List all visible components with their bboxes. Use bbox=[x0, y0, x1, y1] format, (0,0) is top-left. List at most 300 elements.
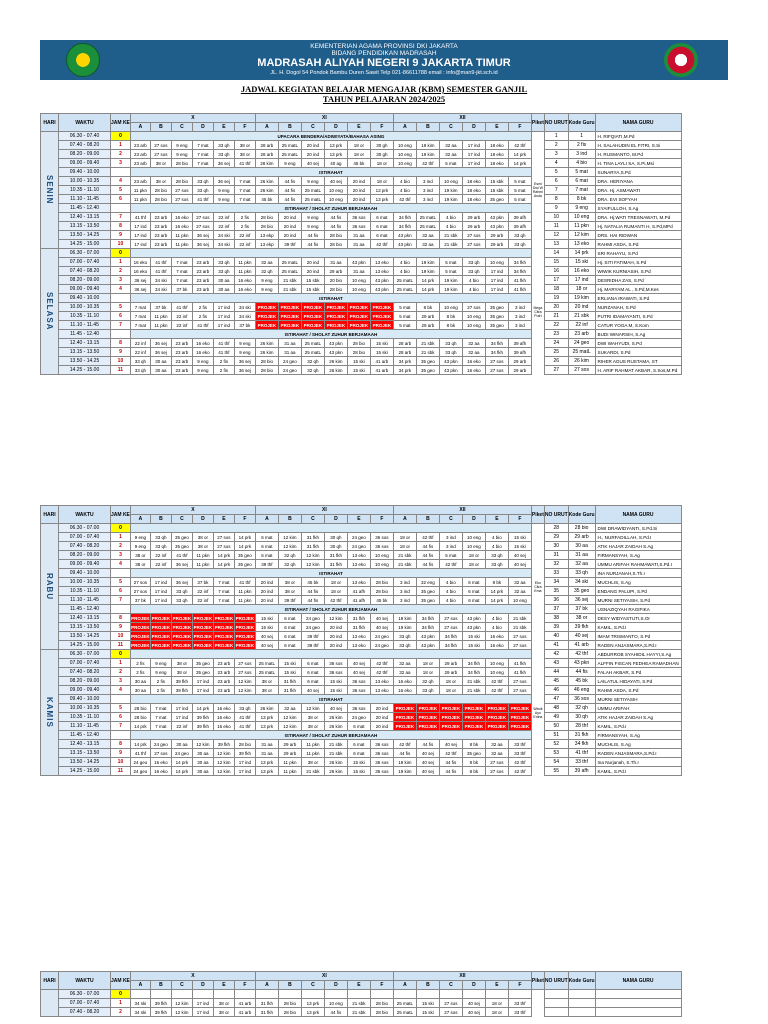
lesson-cell: 40 sej bbox=[324, 177, 347, 186]
lesson-cell: 20 ind bbox=[301, 267, 324, 276]
projek-cell: PROJEK bbox=[462, 704, 485, 713]
teacher-no: 54 bbox=[544, 758, 568, 767]
lesson-cell: 41 thf bbox=[234, 722, 255, 731]
lesson-cell: 31 aa bbox=[278, 348, 301, 357]
lesson-cell: 18 eko bbox=[462, 177, 485, 186]
lesson-cell: 42 thf bbox=[439, 560, 462, 569]
lesson-cell: 11 pkn bbox=[234, 587, 255, 596]
lesson-cell: 18 or bbox=[416, 659, 439, 668]
lesson-cell: 10 eng bbox=[370, 551, 393, 560]
time-slot: 09.40 - 10.00 bbox=[59, 294, 111, 303]
lesson-cell: 13 ekp bbox=[255, 240, 278, 249]
schedule-row bbox=[41, 560, 682, 569]
lesson-cell: 13 eko bbox=[347, 578, 370, 587]
lesson-cell: 7 mat bbox=[192, 159, 213, 168]
lesson-cell: 10 eng bbox=[324, 186, 347, 195]
teacher-code: 29 arb bbox=[568, 533, 595, 542]
jam-ke: 9 bbox=[111, 348, 131, 357]
lesson-cell: 3 ind bbox=[393, 578, 416, 587]
time-slot: 11.10 - 11.45 bbox=[59, 321, 111, 330]
lesson-cell: 3 ind bbox=[508, 312, 531, 321]
lesson-cell: 22 inf bbox=[171, 312, 192, 321]
lesson-cell: 7 mat bbox=[130, 312, 150, 321]
lesson-cell: 7 mat bbox=[171, 258, 192, 267]
jam-ke: 3 bbox=[111, 276, 131, 285]
lesson-cell: 5 mat bbox=[393, 312, 416, 321]
header-class: A bbox=[393, 123, 416, 132]
teacher-code: 42 thf bbox=[568, 650, 595, 659]
lesson-cell: 29 arb bbox=[278, 740, 301, 749]
lesson-cell: 9 eng bbox=[171, 150, 192, 159]
lesson-cell: 41 thf bbox=[234, 713, 255, 722]
lesson-cell: 36 sos bbox=[370, 740, 393, 749]
lesson-cell: 5 mat bbox=[439, 551, 462, 560]
lesson-cell: 32 aa bbox=[462, 339, 485, 348]
lesson-cell: 34 ski bbox=[234, 312, 255, 321]
lesson-cell: 34 fkh bbox=[416, 614, 439, 623]
jam-ke: 2 bbox=[111, 668, 131, 677]
lesson-cell: 6 mat bbox=[255, 551, 278, 560]
lesson-cell: 22 inf bbox=[150, 551, 171, 560]
header-grade: XII bbox=[393, 114, 531, 123]
lesson-cell: 24 geo bbox=[171, 749, 192, 758]
lesson-cell: 20 ind bbox=[278, 231, 301, 240]
teacher-name: DRA. Hj. ASMAWATI bbox=[595, 186, 681, 195]
lesson-cell: 28 kim bbox=[255, 159, 278, 168]
header-jam: JAM KE bbox=[111, 972, 131, 990]
lesson-cell: 36 sos bbox=[347, 704, 370, 713]
header-class: E bbox=[347, 515, 370, 524]
header-class: E bbox=[347, 981, 370, 990]
teacher-no: 51 bbox=[544, 731, 568, 740]
lesson-cell: 35 geo bbox=[416, 596, 439, 605]
lesson-cell: 6 mat bbox=[370, 213, 393, 222]
lesson-cell: 2 fis bbox=[213, 357, 234, 366]
header-school-name: MADRASAH ALIYAH NEGERI 9 JAKARTA TIMUR bbox=[257, 57, 511, 69]
lesson-cell: 16 eko bbox=[150, 767, 171, 776]
teacher-no: 48 bbox=[544, 704, 568, 713]
jam-ke: 1 bbox=[111, 533, 131, 542]
lesson-cell: 15 ski bbox=[347, 767, 370, 776]
teacher-code: 45 bk bbox=[568, 677, 595, 686]
merged-activity: ISTIRAHAT bbox=[130, 294, 531, 303]
lesson-cell: 40 sej bbox=[416, 749, 439, 758]
teacher-code: 30 qh bbox=[568, 713, 595, 722]
lesson-cell: 9 eng bbox=[213, 186, 234, 195]
projek-cell: PROJEK bbox=[172, 615, 192, 621]
time-slot: 06.30 - 07.00 bbox=[59, 650, 111, 659]
lesson-cell: 6 mat bbox=[370, 222, 393, 231]
jam-ke bbox=[111, 168, 131, 177]
lesson-cell: 38 or bbox=[192, 542, 213, 551]
lesson-cell: 32 aa bbox=[508, 587, 531, 596]
header-class: F bbox=[234, 981, 255, 990]
teacher-name: SUKARDI, S.Pd bbox=[595, 348, 681, 357]
teacher-no: 46 bbox=[544, 686, 568, 695]
projek-cell: PROJEK bbox=[439, 704, 462, 713]
lesson-cell: 6 mat bbox=[278, 614, 301, 623]
lesson-cell: 8 bk bbox=[462, 740, 485, 749]
lesson-cell: 40 sej bbox=[301, 159, 324, 168]
lesson-cell: 15 ski bbox=[347, 357, 370, 366]
lesson-cell: 9 eng bbox=[150, 668, 171, 677]
teacher-no: 4 bbox=[544, 159, 568, 168]
lesson-cell: 31 fkh bbox=[278, 686, 301, 695]
header-class: E bbox=[347, 123, 370, 132]
header-grade: X bbox=[130, 506, 255, 515]
lesson-cell: 30 aa bbox=[192, 767, 213, 776]
header-grade: XI bbox=[255, 506, 393, 515]
lesson-cell: 14 prk bbox=[171, 767, 192, 776]
teacher-no: 7 bbox=[544, 186, 568, 195]
merged-activity bbox=[130, 524, 531, 533]
time-slot: 10.35 - 11.10 bbox=[59, 312, 111, 321]
time-slot: 11.10 - 11.45 bbox=[59, 195, 111, 204]
teacher-no: 55 bbox=[544, 767, 568, 776]
header-class: C bbox=[301, 515, 324, 524]
lesson-cell: 36 sej bbox=[234, 357, 255, 366]
lesson-cell: 31 fkh bbox=[255, 1008, 278, 1017]
teacher-name: FIRMANSYAH, S.Ag bbox=[595, 551, 681, 560]
lesson-cell: 11 pkn bbox=[234, 258, 255, 267]
lesson-cell: 8 bk bbox=[416, 303, 439, 312]
header-class: D bbox=[192, 981, 213, 990]
schedule-row bbox=[41, 533, 682, 542]
lesson-cell: 3 ind bbox=[439, 542, 462, 551]
lesson-cell: 13 prk bbox=[370, 195, 393, 204]
schedule-row bbox=[41, 614, 682, 623]
teacher-name: KAMIL, S.Pd.I bbox=[595, 623, 681, 632]
jam-ke: 6 bbox=[111, 713, 131, 722]
header-class: A bbox=[393, 981, 416, 990]
lesson-cell: 34 ski bbox=[213, 240, 234, 249]
lesson-cell: 12 kim bbox=[213, 758, 234, 767]
lesson-cell: 31 aa bbox=[278, 339, 301, 348]
lesson-cell: 25 matL bbox=[416, 213, 439, 222]
projek-cell: PROJEK bbox=[393, 722, 416, 731]
lesson-cell: 31 fkh bbox=[347, 614, 370, 623]
lesson-cell: 3 ind bbox=[393, 587, 416, 596]
header-class: D bbox=[324, 123, 347, 132]
lesson-cell: 24 geo bbox=[347, 533, 370, 542]
lesson-cell: 10 eng bbox=[439, 303, 462, 312]
lesson-cell: 35 geo bbox=[171, 533, 192, 542]
lesson-cell: 18 eko bbox=[485, 159, 508, 168]
jam-ke bbox=[111, 204, 131, 213]
lesson-cell: 25 matL bbox=[301, 195, 324, 204]
teacher-name: KAMIL, S.Pd.I bbox=[595, 767, 681, 776]
lesson-cell: 45 bk bbox=[347, 159, 370, 168]
lesson-cell: 28 bio bbox=[150, 195, 171, 204]
lesson-cell: 12 kim bbox=[192, 740, 213, 749]
lesson-cell: 18 eko bbox=[485, 150, 508, 159]
schedule-row bbox=[41, 650, 682, 659]
projek-cell: PROJEK bbox=[131, 633, 150, 639]
header-class: F bbox=[508, 123, 531, 132]
projek-cell: PROJEK bbox=[255, 303, 278, 312]
teacher-name: FIRMANSYAH, S.Ag bbox=[595, 731, 681, 740]
lesson-cell: 24 geo bbox=[301, 623, 324, 632]
lesson-cell: 8 bk bbox=[462, 758, 485, 767]
lesson-cell: 40 sej bbox=[255, 632, 278, 641]
lesson-cell: 15 sbk bbox=[485, 177, 508, 186]
merged-activity bbox=[130, 650, 531, 659]
lesson-cell: 11 pkn bbox=[301, 740, 324, 749]
lesson-cell: 41 thf bbox=[150, 267, 171, 276]
lesson-cell: 16 eko bbox=[192, 348, 213, 357]
header-class: B bbox=[278, 981, 301, 990]
teacher-code: 31 fkh bbox=[568, 731, 595, 740]
lesson-cell: 2 fis bbox=[150, 677, 171, 686]
lesson-cell: 10 eng bbox=[439, 177, 462, 186]
lesson-cell: 13 eko bbox=[347, 560, 370, 569]
lesson-cell: 34 fkh bbox=[439, 641, 462, 650]
lesson-cell: 41 arb bbox=[370, 366, 393, 375]
time-slot: 12.40 - 13.15 bbox=[59, 614, 111, 623]
time-slot: 08.20 - 09.00 bbox=[59, 551, 111, 560]
lesson-cell: 24 geo bbox=[370, 641, 393, 650]
lesson-cell: 18 or bbox=[347, 150, 370, 159]
lesson-cell: 11 pkn bbox=[234, 267, 255, 276]
header-class: C bbox=[301, 123, 324, 132]
teacher-code: 36 sos bbox=[568, 695, 595, 704]
schedule-row bbox=[41, 740, 682, 749]
lesson-cell: 14 prk bbox=[416, 285, 439, 294]
header-class: E bbox=[485, 123, 508, 132]
lesson-cell: 36 sej bbox=[192, 231, 213, 240]
lesson-cell: 28 bio bbox=[255, 357, 278, 366]
lesson-cell: 20 ind bbox=[370, 713, 393, 722]
teacher-code: 2 fis bbox=[568, 141, 595, 150]
lesson-cell: 27 sos bbox=[150, 749, 171, 758]
lesson-cell: 11 pkn bbox=[234, 596, 255, 605]
lesson-cell: 32 aa bbox=[508, 578, 531, 587]
jam-ke bbox=[111, 731, 131, 740]
piket-note: Wiwik Ayu Erlina bbox=[533, 706, 543, 719]
lesson-cell: 38 or bbox=[234, 150, 255, 159]
lesson-cell: 7 mat bbox=[130, 303, 150, 312]
lesson-cell: 40 sej bbox=[347, 668, 370, 677]
lesson-cell: 15 ski bbox=[370, 348, 393, 357]
lesson-cell: 9 eng bbox=[234, 339, 255, 348]
lesson-cell: 13 prk bbox=[301, 1008, 324, 1017]
projek-cell: PROJEK bbox=[393, 713, 416, 722]
projek-cell: PROJEK bbox=[172, 642, 192, 648]
time-slot: 07.40 - 08.20 bbox=[59, 1008, 111, 1017]
teacher-no: 31 bbox=[544, 551, 568, 560]
lesson-cell: 22 inf bbox=[213, 213, 234, 222]
projek-cell: PROJEK bbox=[235, 642, 255, 648]
lesson-cell: 20 ind bbox=[301, 258, 324, 267]
projek-cell: PROJEK bbox=[151, 633, 171, 639]
schedule-row bbox=[41, 659, 682, 668]
projek-cell: PROJEK bbox=[347, 321, 370, 330]
lesson-cell: 21 sbk bbox=[324, 740, 347, 749]
merged-activity bbox=[130, 249, 531, 258]
lesson-cell: 35 geo bbox=[416, 357, 439, 366]
time-slot: 10.00 - 10.35 bbox=[59, 177, 111, 186]
header-grade: XII bbox=[393, 972, 531, 981]
lesson-cell: 4 bio bbox=[485, 623, 508, 632]
lesson-cell: 33 qh bbox=[508, 231, 531, 240]
lesson-cell: 16 eko bbox=[171, 222, 192, 231]
day-label: RABU bbox=[41, 524, 59, 650]
lesson-cell: 38 or bbox=[171, 659, 192, 668]
lesson-cell: 41 thf bbox=[192, 321, 213, 330]
header-waktu: WAKTU bbox=[59, 972, 111, 990]
header-class: F bbox=[508, 515, 531, 524]
lesson-cell: 31 fkh bbox=[301, 533, 324, 542]
lesson-cell: 37 bk bbox=[171, 285, 192, 294]
jam-ke: 0 bbox=[111, 249, 131, 258]
time-slot: 13.15 - 13.50 bbox=[59, 348, 111, 357]
time-slot: 06.30 - 07.00 bbox=[59, 524, 111, 533]
lesson-cell: 21 sbk bbox=[416, 339, 439, 348]
teacher-code: 33 qh bbox=[568, 569, 595, 578]
lesson-cell: 28 bio bbox=[370, 1008, 393, 1017]
header-class: B bbox=[416, 981, 439, 990]
lesson-cell: 23 arb bbox=[192, 285, 213, 294]
projek-cell: PROJEK bbox=[151, 615, 171, 621]
projek-cell: PROJEK bbox=[214, 642, 234, 648]
lesson-cell: 4 bio bbox=[485, 542, 508, 551]
teacher-no: 1 bbox=[544, 132, 568, 141]
projek-cell: PROJEK bbox=[278, 321, 301, 330]
lesson-cell: 44 fis bbox=[439, 758, 462, 767]
teacher-name: DRS. HAI RIDWAN bbox=[595, 231, 681, 240]
jam-ke: 5 bbox=[111, 303, 131, 312]
lesson-cell: 31 fkh bbox=[347, 623, 370, 632]
lesson-cell: 33 qh bbox=[130, 366, 150, 375]
schedule-row bbox=[41, 767, 682, 776]
lesson-cell: 26 kim bbox=[324, 758, 347, 767]
merged-activity: ISTIRAHAT / SHOLAT ZUHUR BERJAMAAH bbox=[130, 204, 531, 213]
teacher-no: 27 bbox=[544, 366, 568, 375]
header-class: E bbox=[485, 981, 508, 990]
schedule-row bbox=[41, 195, 682, 204]
header-class: A bbox=[130, 123, 150, 132]
lesson-cell: 25 matL bbox=[393, 1008, 416, 1017]
lesson-cell: 3 ind bbox=[508, 321, 531, 330]
teacher-code: 43 pkn bbox=[568, 659, 595, 668]
lesson-cell: 45 bk bbox=[301, 578, 324, 587]
header-class: C bbox=[439, 515, 462, 524]
lesson-cell: 23 arb bbox=[130, 150, 150, 159]
lesson-cell: 28 bio bbox=[347, 339, 370, 348]
time-slot: 13.50 - 14.25 bbox=[59, 758, 111, 767]
lesson-cell: 13 prk bbox=[324, 141, 347, 150]
lesson-cell: 31 aa bbox=[255, 740, 278, 749]
teacher-code: 41 thf bbox=[568, 749, 595, 758]
lesson-cell: 10 eng bbox=[393, 141, 416, 150]
header-class: E bbox=[213, 981, 234, 990]
teacher-code: 6 mat bbox=[568, 177, 595, 186]
lesson-cell: 9 eng bbox=[278, 159, 301, 168]
lesson-cell: 27 sos bbox=[234, 659, 255, 668]
lesson-cell: 4 bio bbox=[393, 258, 416, 267]
lesson-cell: 4 bio bbox=[485, 533, 508, 542]
lesson-cell: 36 sej bbox=[213, 159, 234, 168]
jam-ke: 6 bbox=[111, 312, 131, 321]
time-slot: 14.25 - 15.00 bbox=[59, 240, 111, 249]
schedule-row bbox=[41, 677, 682, 686]
projek-cell: PROJEK bbox=[508, 704, 531, 713]
day-label: KAMIS bbox=[41, 650, 59, 776]
header-piket: Piket bbox=[531, 114, 544, 132]
lesson-cell: 19 kim bbox=[439, 186, 462, 195]
lesson-cell: 36 sos bbox=[324, 659, 347, 668]
teacher-code: 1 bbox=[568, 132, 595, 141]
jam-ke bbox=[111, 569, 131, 578]
lesson-cell: 9 eng bbox=[301, 177, 324, 186]
lesson-cell: 9 eng bbox=[130, 533, 150, 542]
time-slot: 09.40 - 10.00 bbox=[59, 569, 111, 578]
lesson-cell: 39 fkh bbox=[171, 677, 192, 686]
teacher-no: 20 bbox=[544, 303, 568, 312]
teacher-code: 41 arb bbox=[568, 641, 595, 650]
lesson-cell: 29 arb bbox=[508, 357, 531, 366]
teacher-name: MURNI SETIYASIH bbox=[595, 695, 681, 704]
lesson-cell: 18 or bbox=[347, 141, 370, 150]
lesson-cell: 38 or bbox=[213, 999, 234, 1008]
lesson-cell: 14 prk bbox=[508, 159, 531, 168]
projek-cell: PROJEK bbox=[508, 722, 531, 731]
lesson-cell: 20 ind bbox=[370, 722, 393, 731]
header-kode-guru: Kode Guru bbox=[568, 972, 595, 990]
lesson-cell: 17 ind bbox=[130, 231, 150, 240]
lesson-cell: 30 aa bbox=[213, 276, 234, 285]
lesson-cell: 41 thf bbox=[234, 578, 255, 587]
lesson-cell: 10 eng bbox=[324, 195, 347, 204]
lesson-cell: 31 aa bbox=[255, 749, 278, 758]
lesson-cell: 7 mat bbox=[213, 587, 234, 596]
lesson-cell: 21 sbk bbox=[462, 686, 485, 695]
lesson-cell: 34 ski bbox=[130, 1008, 150, 1017]
header-nama-guru: NAMA GURU bbox=[595, 972, 681, 990]
teacher-code: 32 aa bbox=[568, 560, 595, 569]
lesson-cell: 6 mat bbox=[462, 587, 485, 596]
teacher-name: MURNI SETIYASIH, S.Pd bbox=[595, 596, 681, 605]
lesson-cell: 33 thf bbox=[508, 749, 531, 758]
lesson-cell: 44 fis bbox=[324, 213, 347, 222]
lesson-cell: 36 sej bbox=[171, 578, 192, 587]
schedule-row bbox=[41, 713, 682, 722]
header-division: BIDANG PENDIDIKAN MADRASAH bbox=[331, 50, 437, 57]
header-class: D bbox=[192, 123, 213, 132]
lesson-cell: 44 fis bbox=[324, 1008, 347, 1017]
lesson-cell: 21 sbk bbox=[324, 749, 347, 758]
teacher-no: 28 bbox=[544, 524, 568, 533]
lesson-cell: 25 matL bbox=[278, 258, 301, 267]
lesson-cell: 23 arb bbox=[150, 231, 171, 240]
lesson-cell: 4 bio bbox=[462, 285, 485, 294]
lesson-cell: 34 fkh bbox=[462, 659, 485, 668]
lesson-cell: 19 kim bbox=[393, 614, 416, 623]
teacher-no: 42 bbox=[544, 650, 568, 659]
piket-note: Esmi Dwi W Rahmi Asda bbox=[532, 182, 543, 199]
lesson-cell: 35 geo bbox=[416, 587, 439, 596]
day-label bbox=[41, 990, 59, 1017]
lesson-cell: 10 eng bbox=[347, 285, 370, 294]
lesson-cell: 21 sbk bbox=[416, 348, 439, 357]
lesson-cell: 30 aa bbox=[130, 686, 150, 695]
lesson-cell: 34 fkh bbox=[485, 348, 508, 357]
lesson-cell: 5 mat bbox=[508, 195, 531, 204]
lesson-cell: 32 aa bbox=[393, 668, 416, 677]
teacher-code: 13 eko bbox=[568, 240, 595, 249]
lesson-cell: 5 mat bbox=[393, 321, 416, 330]
lesson-cell: 33 thf bbox=[508, 999, 531, 1008]
